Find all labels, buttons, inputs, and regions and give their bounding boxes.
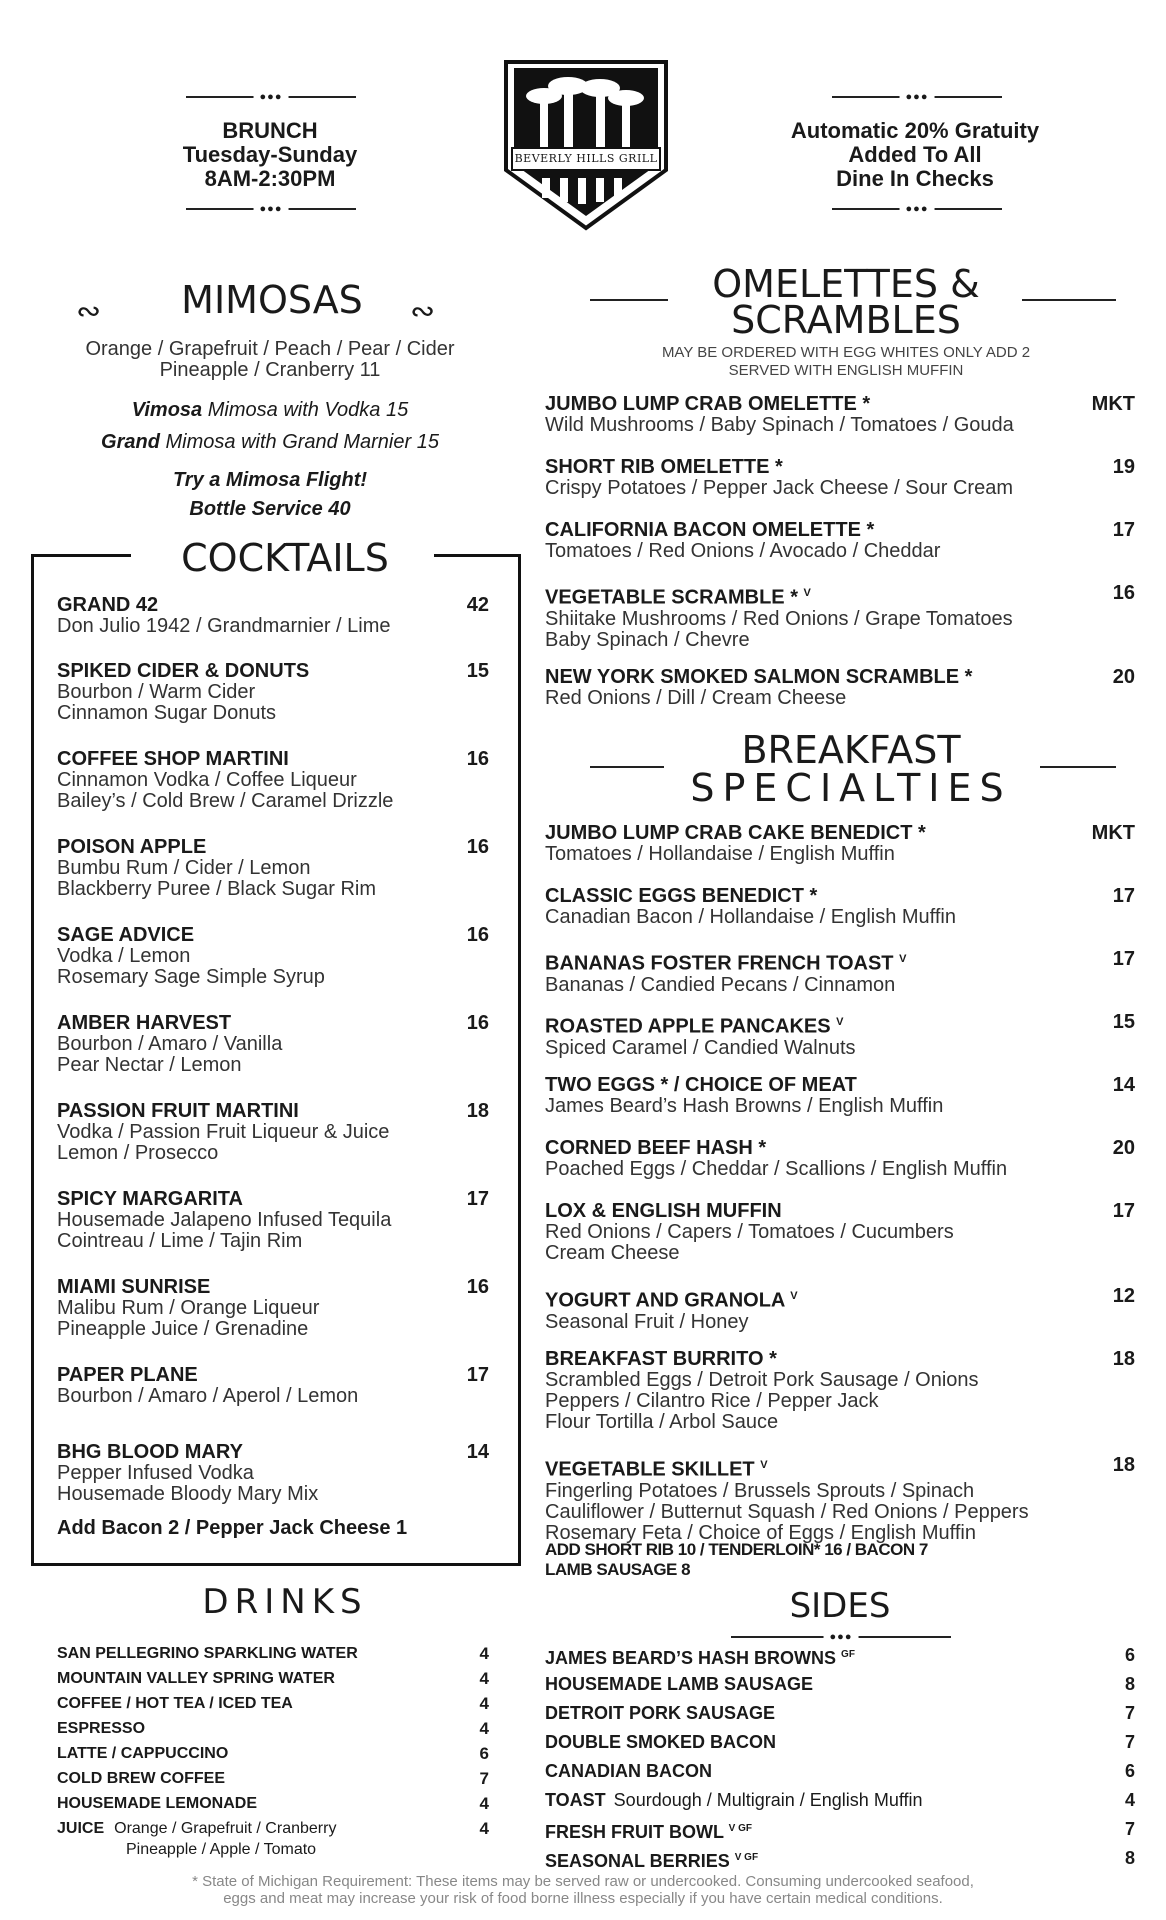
item-price: 14 bbox=[466, 1441, 489, 1463]
skillet-addon-2: LAMB SAUSAGE 8 bbox=[545, 1560, 691, 1579]
item-name: PAPER PLANE bbox=[57, 1364, 198, 1386]
item-name: SPICY MARGARITA bbox=[57, 1188, 243, 1210]
brunch-days: Tuesday-Sunday bbox=[182, 142, 358, 167]
item-price: MKT bbox=[1091, 822, 1135, 844]
dietary-mark: V GF bbox=[728, 1823, 753, 1834]
item-desc: Bailey’s / Cold Brew / Caramel Drizzle bbox=[57, 790, 394, 812]
omelette-item bbox=[545, 519, 1135, 562]
item-desc: Bourbon / Amaro / Aperol / Lemon bbox=[57, 1385, 359, 1407]
cocktail-item bbox=[57, 1012, 489, 1076]
item-name: BREAKFAST BURRITO * bbox=[545, 1348, 777, 1370]
sides-ornament: ●●● bbox=[731, 1630, 951, 1644]
side-item bbox=[545, 1699, 1135, 1727]
item-name: VEGETABLE SCRAMBLE * bbox=[545, 586, 798, 609]
disclaimer-line-2: eggs and meat may increase your risk of food borne illness especially if you have certain medical conditions. bbox=[223, 1890, 943, 1907]
drink-item bbox=[57, 1641, 489, 1666]
item-desc: Vodka / Passion Fruit Liqueur & Juice bbox=[57, 1121, 390, 1143]
item-desc: Tomatoes / Red Onions / Avocado / Cheddar bbox=[545, 540, 941, 562]
side-price: 7 bbox=[1124, 1819, 1135, 1839]
item-name: SPIKED CIDER & DONUTS bbox=[57, 660, 310, 682]
item-desc: Housemade Bloody Mary Mix bbox=[57, 1483, 319, 1505]
item-price: 16 bbox=[466, 1276, 489, 1298]
drink-price: 4 bbox=[479, 1719, 489, 1738]
drink-price: 7 bbox=[479, 1769, 489, 1788]
side-price: 4 bbox=[1124, 1790, 1135, 1810]
item-desc: James Beard’s Hash Browns / English Muffin bbox=[545, 1095, 944, 1117]
omelette-item bbox=[545, 456, 1135, 499]
side-name: HOUSEMADE LAMB SAUSAGE bbox=[545, 1674, 814, 1694]
item-desc: Scrambled Eggs / Detroit Pork Sausage / Onions bbox=[545, 1369, 979, 1391]
drink-item bbox=[57, 1716, 489, 1741]
item-desc: Red Onions / Capers / Tomatoes / Cucumbers bbox=[545, 1221, 954, 1243]
mimosa-flavors bbox=[40, 339, 500, 381]
mimosa-flight: Try a Mimosa Flight! bbox=[172, 469, 368, 491]
vegetarian-mark: V bbox=[803, 587, 811, 599]
side-price: 7 bbox=[1124, 1732, 1135, 1752]
item-desc: Blackberry Puree / Black Sugar Rim bbox=[57, 878, 377, 900]
juice-options: Pineapple / Apple / Tomato bbox=[126, 1841, 317, 1858]
item-desc: Cream Cheese bbox=[545, 1242, 680, 1264]
item-desc: Cinnamon Vodka / Coffee Liqueur bbox=[57, 769, 357, 791]
drink-item bbox=[57, 1791, 489, 1816]
drink-price: 6 bbox=[479, 1744, 489, 1763]
item-desc: Tomatoes / Hollandaise / English Muffin bbox=[545, 843, 895, 865]
gratuity-line-2: Added To All bbox=[848, 142, 982, 167]
side-item bbox=[545, 1757, 1135, 1785]
side-note: Sourdough / Multigrain / English Muffin bbox=[613, 1790, 923, 1810]
item-name: POISON APPLE bbox=[57, 836, 207, 858]
side-name: DETROIT PORK SAUSAGE bbox=[545, 1703, 776, 1723]
item-price: 15 bbox=[466, 660, 489, 682]
item-name: NEW YORK SMOKED SALMON SCRAMBLE * bbox=[545, 666, 973, 688]
skillet-addons bbox=[545, 1540, 928, 1580]
cocktail-item bbox=[57, 924, 489, 988]
side-item bbox=[545, 1728, 1135, 1756]
side-name: JAMES BEARD’S HASH BROWNS bbox=[545, 1648, 837, 1668]
item-desc: Fingerling Potatoes / Brussels Sprouts / Spinach bbox=[545, 1479, 975, 1502]
cocktail-item bbox=[57, 1276, 489, 1340]
brunch-time: 8AM-2:30PM bbox=[204, 166, 336, 191]
item-price: 17 bbox=[466, 1364, 489, 1386]
brunch-label: BRUNCH bbox=[222, 118, 318, 143]
dietary-mark: V GF bbox=[734, 1852, 759, 1863]
beverly-hills-grill-logo bbox=[502, 60, 670, 232]
item-price: 17 bbox=[1112, 519, 1135, 541]
item-price: 17 bbox=[1112, 885, 1135, 907]
breakfast-item bbox=[545, 948, 1135, 996]
bottle-service: Bottle Service 40 bbox=[189, 498, 351, 520]
left-flourish: ∾ bbox=[76, 295, 102, 328]
item-desc: Malibu Rum / Orange Liqueur bbox=[57, 1297, 320, 1319]
gratuity-line-3: Dine In Checks bbox=[836, 166, 994, 191]
item-desc: Baby Spinach / Chevre bbox=[545, 628, 750, 651]
cocktails-title: COCKTAILS bbox=[181, 536, 389, 580]
dietary-mark: GF bbox=[841, 1649, 855, 1660]
item-name: GRAND 42 bbox=[57, 594, 159, 616]
side-name: TOAST bbox=[545, 1790, 606, 1810]
item-name: AMBER HARVEST bbox=[57, 1012, 232, 1034]
item-name: CORNED BEEF HASH * bbox=[545, 1137, 767, 1159]
side-item bbox=[545, 1641, 1135, 1672]
item-desc: Canadian Bacon / Hollandaise / English Muffin bbox=[545, 906, 956, 928]
item-desc: Cinnamon Sugar Donuts bbox=[57, 702, 277, 724]
item-desc: Pineapple Juice / Grenadine bbox=[57, 1318, 309, 1340]
cocktail-addon: Add Bacon 2 / Pepper Jack Cheese 1 bbox=[57, 1517, 408, 1539]
side-name: FRESH FRUIT BOWL bbox=[545, 1822, 724, 1842]
item-name: LOX & ENGLISH MUFFIN bbox=[545, 1200, 782, 1222]
breakfast-item bbox=[545, 1200, 1135, 1264]
item-price: 17 bbox=[466, 1188, 489, 1210]
header-right-bottom-ornament: ●●● bbox=[832, 202, 1002, 216]
item-desc: Lemon / Prosecco bbox=[57, 1142, 219, 1164]
item-desc: Cointreau / Lime / Tajin Rim bbox=[57, 1230, 303, 1252]
drink-price: 4 bbox=[479, 1694, 489, 1713]
item-name: JUMBO LUMP CRAB CAKE BENEDICT * bbox=[545, 822, 926, 844]
item-desc: Rosemary Feta / Choice of Eggs / English Muffin bbox=[545, 1521, 976, 1544]
brunch-hours bbox=[180, 119, 360, 191]
omelette-item bbox=[545, 582, 1135, 651]
raw-food-disclaimer bbox=[40, 1873, 1126, 1907]
cocktail-item bbox=[57, 1188, 489, 1252]
item-desc: Red Onions / Dill / Cream Cheese bbox=[545, 687, 847, 709]
item-desc: Bourbon / Amaro / Vanilla bbox=[57, 1033, 283, 1055]
drink-name: HOUSEMADE LEMONADE bbox=[57, 1795, 258, 1812]
omelettes-title-2: SCRAMBLES bbox=[731, 298, 961, 342]
drink-name: MOUNTAIN VALLEY SPRING WATER bbox=[57, 1670, 335, 1687]
drinks-title: DRINKS bbox=[202, 1582, 368, 1622]
item-desc: Bourbon / Warm Cider bbox=[57, 681, 256, 703]
item-name: JUMBO LUMP CRAB OMELETTE * bbox=[545, 393, 871, 415]
omelettes-subtitle bbox=[596, 344, 1096, 380]
mimosas-title: MIMOSAS bbox=[181, 278, 363, 322]
item-name: BANANAS FOSTER FRENCH TOAST bbox=[545, 952, 894, 975]
cocktail-item bbox=[57, 660, 489, 724]
header-left-top-ornament: ●●● bbox=[186, 90, 356, 104]
item-price: 14 bbox=[1112, 1074, 1135, 1096]
cocktail-item bbox=[57, 748, 489, 812]
breakfast-item bbox=[545, 1454, 1135, 1544]
omelette-item bbox=[545, 393, 1135, 436]
omelettes-rule-left bbox=[590, 299, 668, 301]
item-desc: Housemade Jalapeno Infused Tequila bbox=[57, 1209, 392, 1231]
item-name: SAGE ADVICE bbox=[57, 924, 195, 946]
breakfast-item bbox=[545, 1011, 1135, 1059]
item-price: 15 bbox=[1112, 1011, 1135, 1033]
item-price: 42 bbox=[466, 594, 489, 616]
item-desc: Bumbu Rum / Cider / Lemon bbox=[57, 857, 311, 879]
item-price: 16 bbox=[466, 1012, 489, 1034]
omelettes-sub-1: MAY BE ORDERED WITH EGG WHITES ONLY ADD 2 bbox=[661, 344, 1031, 361]
item-name: TWO EGGS * / CHOICE OF MEAT bbox=[545, 1074, 857, 1096]
drink-name: ESPRESSO bbox=[57, 1720, 146, 1737]
right-flourish: ∾ bbox=[410, 295, 436, 328]
side-price: 7 bbox=[1124, 1703, 1135, 1723]
mimosa-flavors-line-1: Orange / Grapefruit / Peach / Pear / Cider bbox=[85, 338, 455, 360]
skillet-addon-1: ADD SHORT RIB 10 / TENDERLOIN* 16 / BACON 7 bbox=[545, 1540, 928, 1559]
gratuity-note bbox=[760, 119, 1070, 191]
drink-item bbox=[57, 1816, 489, 1841]
item-desc: Flour Tortilla / Arbol Sauce bbox=[545, 1411, 779, 1433]
item-desc: Seasonal Fruit / Honey bbox=[545, 1310, 749, 1333]
item-price: MKT bbox=[1091, 393, 1135, 415]
item-price: 16 bbox=[466, 748, 489, 770]
vimosa-name: Vimosa bbox=[131, 399, 203, 421]
drink-name: SAN PELLEGRINO SPARKLING WATER bbox=[57, 1645, 358, 1662]
header-left-bottom-ornament: ●●● bbox=[186, 202, 356, 216]
item-price: 17 bbox=[1112, 948, 1135, 970]
item-name: BHG BLOOD MARY bbox=[57, 1441, 243, 1463]
vimosa-desc: Mimosa with Vodka 15 bbox=[207, 399, 409, 421]
cocktail-item bbox=[57, 1364, 489, 1407]
grand-mimosa-line bbox=[40, 431, 500, 454]
vimosa-line bbox=[40, 399, 500, 422]
vegetarian-mark: V bbox=[899, 953, 907, 965]
omelette-item bbox=[545, 666, 1135, 709]
side-item bbox=[545, 1670, 1135, 1698]
drink-item bbox=[57, 1666, 489, 1691]
item-desc: Vodka / Lemon bbox=[57, 945, 191, 967]
breakfast-rule-right bbox=[1040, 766, 1116, 768]
item-desc: Shiitake Mushrooms / Red Onions / Grape Tomatoes bbox=[545, 607, 1013, 630]
item-desc: Cauliflower / Butternut Squash / Red Onions / Peppers bbox=[545, 1500, 1029, 1523]
cocktails-box-top-right bbox=[434, 554, 518, 557]
side-name: DOUBLE SMOKED BACON bbox=[545, 1732, 777, 1752]
cocktail-item bbox=[57, 594, 489, 637]
grand-name: Grand bbox=[101, 431, 160, 453]
item-name: VEGETABLE SKILLET bbox=[545, 1458, 755, 1481]
breakfast-title-1: BREAKFAST bbox=[741, 728, 961, 772]
sides-title: SIDES bbox=[789, 1586, 891, 1626]
side-price: 8 bbox=[1124, 1674, 1135, 1694]
gratuity-line-1: Automatic 20% Gratuity bbox=[790, 118, 1040, 143]
drink-price: 4 bbox=[479, 1669, 489, 1688]
item-desc: Rosemary Sage Simple Syrup bbox=[57, 966, 325, 988]
breakfast-item bbox=[545, 1348, 1135, 1433]
side-price: 6 bbox=[1124, 1645, 1135, 1665]
vegetarian-mark: V bbox=[836, 1016, 844, 1028]
side-item bbox=[545, 1815, 1135, 1846]
omelettes-rule-right bbox=[1022, 299, 1116, 301]
drink-price: 4 bbox=[479, 1819, 489, 1838]
drink-note: Orange / Grapefruit / Cranberry bbox=[114, 1820, 337, 1837]
item-price: 16 bbox=[1112, 582, 1135, 604]
item-name: SHORT RIB OMELETTE * bbox=[545, 456, 783, 478]
drink-item bbox=[57, 1691, 489, 1716]
item-desc: Peppers / Cilantro Rice / Pepper Jack bbox=[545, 1390, 879, 1412]
cocktail-item bbox=[57, 836, 489, 900]
item-name: ROASTED APPLE PANCAKES bbox=[545, 1015, 831, 1038]
item-name: MIAMI SUNRISE bbox=[57, 1276, 211, 1298]
item-name: COFFEE SHOP MARTINI bbox=[57, 748, 289, 770]
item-price: 18 bbox=[1112, 1348, 1135, 1370]
item-price: 19 bbox=[1112, 456, 1135, 478]
item-desc: Bananas / Candied Pecans / Cinnamon bbox=[545, 973, 896, 996]
item-name: YOGURT AND GRANOLA bbox=[545, 1289, 785, 1312]
drink-price: 4 bbox=[479, 1644, 489, 1663]
side-price: 6 bbox=[1124, 1761, 1135, 1781]
breakfast-item bbox=[545, 822, 1135, 865]
item-price: 18 bbox=[1112, 1454, 1135, 1476]
item-desc: Spiced Caramel / Candied Walnuts bbox=[545, 1036, 856, 1059]
omelettes-title-1: OMELETTES & bbox=[712, 262, 980, 306]
breakfast-item bbox=[545, 1285, 1135, 1333]
breakfast-item bbox=[545, 1137, 1135, 1180]
item-desc: Pear Nectar / Lemon bbox=[57, 1054, 242, 1076]
side-name: SEASONAL BERRIES bbox=[545, 1851, 730, 1871]
item-price: 16 bbox=[466, 836, 489, 858]
drink-name: JUICE bbox=[57, 1820, 105, 1837]
grand-desc: Mimosa with Grand Marnier 15 bbox=[165, 431, 439, 453]
breakfast-title bbox=[666, 728, 1036, 810]
mimosa-flavors-line-2: Pineapple / Cranberry 11 bbox=[159, 359, 381, 381]
side-name: CANADIAN BACON bbox=[545, 1761, 712, 1781]
side-item bbox=[545, 1786, 1135, 1814]
drink-item bbox=[57, 1766, 489, 1791]
omelettes-sub-2: SERVED WITH ENGLISH MUFFIN bbox=[728, 362, 964, 379]
breakfast-item bbox=[545, 1074, 1135, 1117]
item-price: 16 bbox=[466, 924, 489, 946]
item-price: 20 bbox=[1112, 1137, 1135, 1159]
side-item bbox=[545, 1844, 1135, 1875]
logo-text: BEVERLY HILLS GRILL bbox=[514, 152, 658, 165]
breakfast-rule-left bbox=[590, 766, 664, 768]
item-desc: Wild Mushrooms / Baby Spinach / Tomatoes / Gouda bbox=[545, 414, 1014, 436]
drink-name: COFFEE / HOT TEA / ICED TEA bbox=[57, 1695, 293, 1712]
vegetarian-mark: V bbox=[760, 1459, 768, 1471]
disclaimer-line-1: * State of Michigan Requirement: These items may be served raw or undercooked. Consuming undercooked seafood, bbox=[192, 1873, 974, 1890]
item-name: CALIFORNIA BACON OMELETTE * bbox=[545, 519, 875, 541]
item-price: 18 bbox=[466, 1100, 489, 1122]
cocktail-item bbox=[57, 1441, 489, 1505]
item-name: PASSION FRUIT MARTINI bbox=[57, 1100, 299, 1122]
item-desc: Crispy Potatoes / Pepper Jack Cheese / Sour Cream bbox=[545, 477, 1013, 499]
item-desc: Pepper Infused Vodka bbox=[57, 1462, 254, 1484]
item-name: CLASSIC EGGS BENEDICT * bbox=[545, 885, 818, 907]
breakfast-title-2: SPECIALTIES bbox=[690, 766, 1012, 810]
item-desc: Poached Eggs / Cheddar / Scallions / English Muffin bbox=[545, 1158, 1008, 1180]
vegetarian-mark: V bbox=[790, 1290, 798, 1302]
cocktails-box-top-left bbox=[31, 554, 131, 557]
item-price: 12 bbox=[1112, 1285, 1135, 1307]
header-right-top-ornament: ●●● bbox=[832, 90, 1002, 104]
drink-item bbox=[57, 1741, 489, 1766]
item-price: 17 bbox=[1112, 1200, 1135, 1222]
item-desc: Don Julio 1942 / Grandmarnier / Lime bbox=[57, 615, 391, 637]
item-price: 20 bbox=[1112, 666, 1135, 688]
omelettes-title bbox=[676, 262, 1016, 342]
breakfast-item bbox=[545, 885, 1135, 928]
drink-name: LATTE / CAPPUCCINO bbox=[57, 1745, 229, 1762]
side-price: 8 bbox=[1124, 1848, 1135, 1868]
drink-name: COLD BREW COFFEE bbox=[57, 1770, 225, 1787]
cocktail-item bbox=[57, 1100, 489, 1164]
drink-price: 4 bbox=[479, 1794, 489, 1813]
